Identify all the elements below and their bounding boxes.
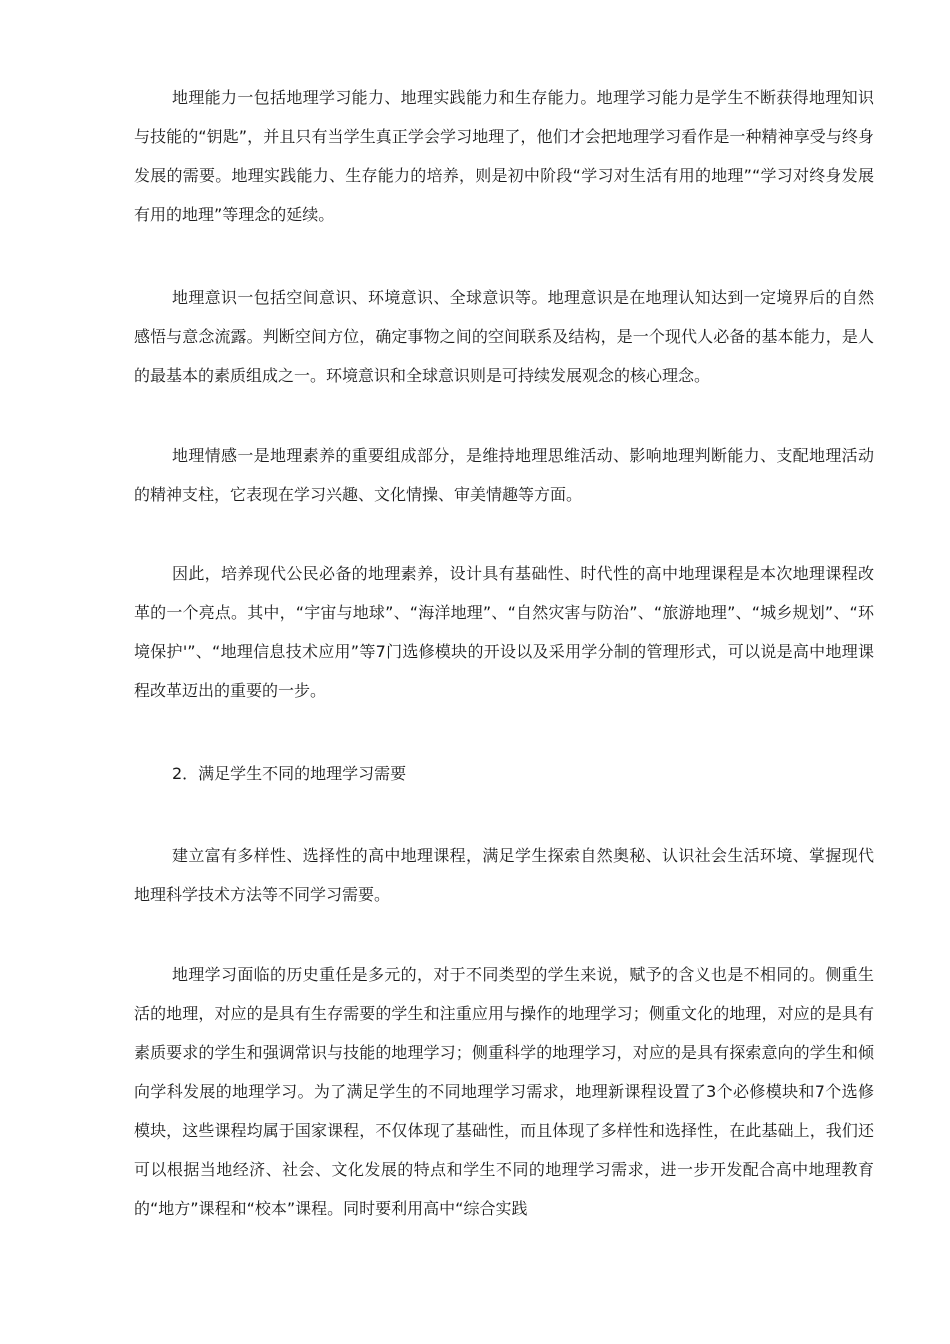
paragraph-geographic-emotion: 地理情感一是地理素养的重要组成部分，是维持地理思维活动、影响地理判断能力、支配地理活动的精神支柱，它表现在学习兴趣、文化情操、审美情趣等方面。: [134, 446, 874, 504]
paragraph-learning-tasks: 地理学习面临的历史重任是多元的，对于不同类型的学生来说，赋予的含义也是不相同的。侧重生活的地理，对应的是具有生存需要的学生和注重应用与操作的地理学习；侧重文化的地理，对应的是具有素质要求的学生和强调常识与技能的地理学习；侧重科学的地理学习，对应的是具有探索意向的学生和倾向学科发展的地理学习。为了满足学生的不同地理学习需求，地理新课程设置了3个必修模块和7个选修模块，这些课程均属于国家课程，不仅体现了基础性，而且体现了多样性和选择性，在此基础上，我们还可以根据当地经济、社会、文化发展的特点和学生不同的地理学习需求，进一步开发配合高中地理教育的“地方”课程和“校本”课程。同时要利用高中“综合实践: [134, 965, 874, 1218]
paragraph-therefore: 因此，培养现代公民必备的地理素养，设计具有基础性、时代性的高中地理课程是本次地理课程改革的一个亮点。其中，“宇宙与地球”、“海洋地理”、“自然灾害与防治”、“旅游地理”、“城乡规划”、“环境保护'”、“地理信息技术应用”等7门选修模块的开设以及采用学分制的管理形式，可以说是高中地理课程改革迈出的重要的一步。: [134, 564, 874, 700]
paragraph-geographic-ability: 地理能力一包括地理学习能力、地理实践能力和生存能力。地理学习能力是学生不断获得地理知识与技能的“钥匙”，并且只有当学生真正学会学习地理了，他们才会把地理学习看作是一种精神享受与终身发展的需要。地理实践能力、生存能力的培养，则是初中阶段“学习对生活有用的地理”“学习对终身发展有用的地理”等理念的延续。: [134, 88, 874, 224]
section-heading: 2．满足学生不同的地理学习需要: [172, 764, 407, 783]
paragraph-geographic-awareness: 地理意识一包括空间意识、环境意识、全球意识等。地理意识是在地理认知达到一定境界后的自然感悟与意念流露。判断空间方位，确定事物之间的空间联系及结构，是一个现代人必备的基本能力，是人的最基本的素质组成之一。环境意识和全球意识则是可持续发展观念的核心理念。: [134, 288, 874, 385]
paragraph-diverse-courses: 建立富有多样性、选择性的高中地理课程，满足学生探索自然奥秘、认识社会生活环境、掌握现代地理科学技术方法等不同学习需要。: [134, 846, 874, 904]
